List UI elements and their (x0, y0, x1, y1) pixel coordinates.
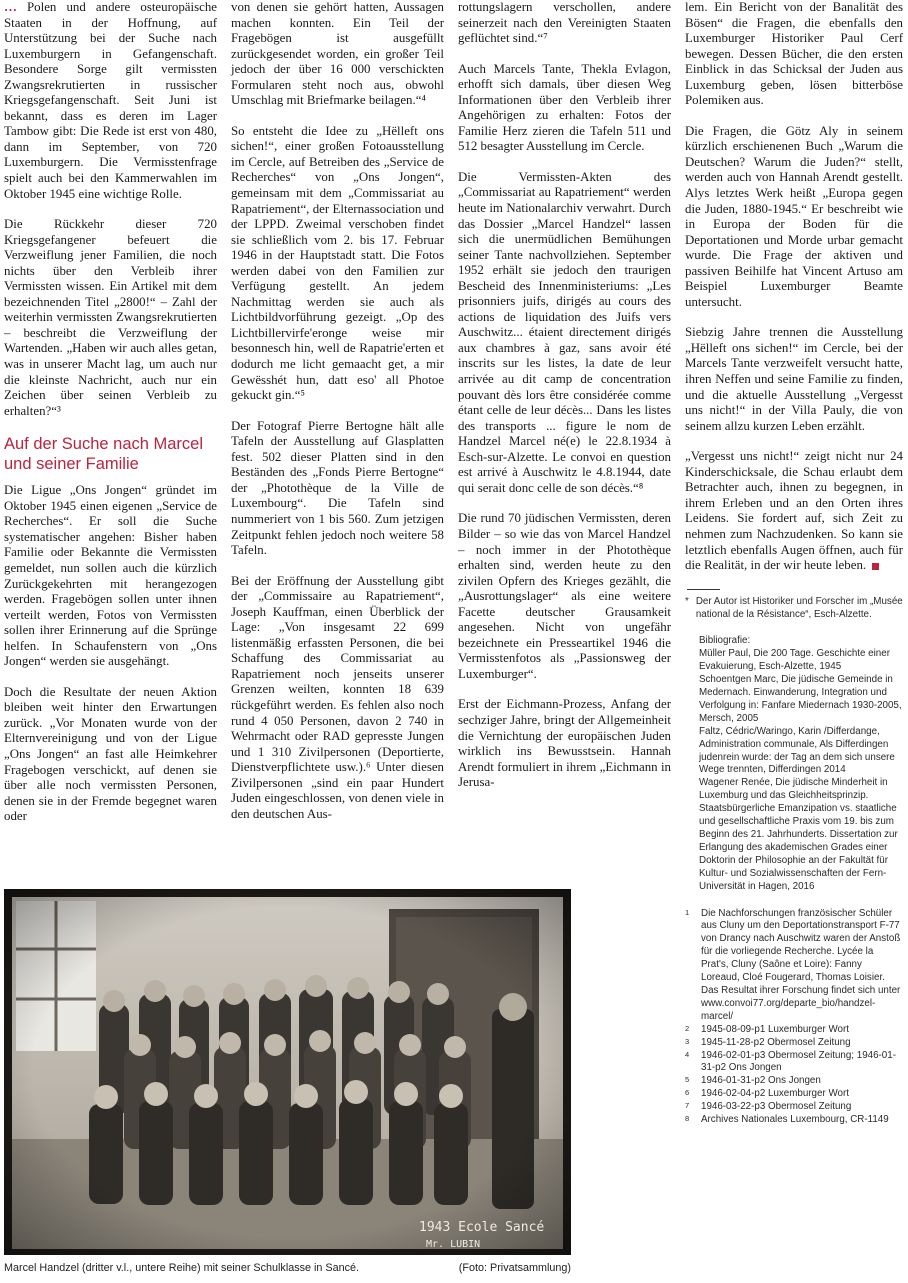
footnote (685, 1024, 903, 1037)
footnote-text: 1946-02-01-p3 Obermosel Zeitung; 1946-01-31-p2 Ons Jongen (701, 1049, 896, 1074)
paragraph: von denen sie gehört hatten, Aussagen machen konnten. Ein Teil der Fragebögen ist ausgefüllt zurückgesendet worden, ein großer Teil jedoch der über 16 000 verschickten Formularen steht noch aus, obwohl Umschlag mit Briefmarke beilagen.“⁴ (231, 0, 444, 108)
footnote-text: 1946-03-22-p3 Obermosel Zeitung (701, 1101, 852, 1113)
paragraph: Die Rückkehr dieser 720 Kriegsgefangener befeuert die Verzweiflung jener Familien, die noch nichts über den Verbleib ihrer Vermissten wissen. Ein Artikel mit dem bezeichnenden Titel „2800!“ – Zahl der weiterhin vermissten Zwangsrekrutierten – beschreibt die Verzweiflung der Wartenden. „Haben wir auch alles getan, was in unserer Macht lag, um auch nur die kleinste Nachricht, auch nur ein Zeichen über seinen Verbleib zu erhalten?“³ (4, 217, 217, 418)
paragraph: Die Ligue „Ons Jongen“ gründet im Oktober 1945 einen eigenen „Service de Recherches“. Er soll die Suche systematischer angehen: Bisher haben Familie oder Bekannte die Vermissten gemeldet, nun sollen auch die kürzlich Zurückgekehrten mit herangezogen werden. Fragebögen sollen unter ihnen verteilt werden, Fotos von Vermissten sollen ihrer Erinnerung auf die Sprünge helfen. In Schaufenstern von „Ons Jongen“ werden sie ausgehängt. (4, 483, 217, 669)
class-photo (4, 889, 571, 1255)
bibliography-entry: Müller Paul, Die 200 Tage. Geschichte einer Evakuierung, Esch-Alzette, 1945 (699, 648, 890, 673)
photo-caption (4, 1262, 571, 1274)
continuation-mark: … (4, 0, 17, 14)
class-photo-image (4, 889, 571, 1255)
paragraph: Doch die Resultate der neuen Aktion bleiben weit hinter den Erwartungen zurück. „Vor Monaten wurde von der Elternvereinigung und von der Ligue „Ons Jongen“ an fast alle Heimkehrer Fragebogen verschickt, auf denen sie über alle noch vermissten Personen, denen sie in der Fremde begegnet waren oder (4, 684, 217, 824)
paragraph: Die Vermissten-Akten des „Commissariat au Rapatriement“ werden heute im Nationalarchiv verwahrt. Durch das Dossier „Marcel Handzel“ lassen sich die unermüdlichen Bemühungen seiner Tante nachvollziehen. September 1952 erhält sie jedoch den traurigen Bescheid des Innenministeriums: „Les prisonniers juifs, dirigés au cours des actions de liquidation des Juifs vers Auschwitz... étaient directement dirigés aux chambres à gaz, sans avoir été inscrits sur les listes, la date de leur arrivée au dit camp de concentration pouvant dès lors être considérée comme étant celle de leur décès... Dans les listes des transports ... figure le nom de Handzel Marcel né(e) le 22.8.1934 à Esch-sur-Alzette. Le convoi en question est arrivé à Auschwitz le 4.8.1944, date qui serait donc celle de son décès.“⁸ (458, 169, 671, 495)
paragraph: Die rund 70 jüdischen Vermissten, deren Bilder – so wie das von Marcel Handzel – noch immer in der Photothèque erhalten sind, werden heute zu den zivilen Opfern des Krieges gezählt, die „Ausrottungslager“ als eine weitere Facette deutscher Grausamkeit angesehen. Nicht von ungefähr bezeichnete ein Presseartikel 1946 die Vermisstenfotos als „Passionsweg der Luxemburger“. (458, 511, 671, 681)
footnote-number: 8 (685, 1114, 690, 1124)
paragraph (685, 449, 903, 573)
footnote-number: 7 (685, 1101, 690, 1111)
bibliography (685, 635, 903, 893)
footnotes (685, 908, 903, 1127)
footnote (685, 908, 903, 1024)
paragraph: Der Fotograf Pierre Bertogne hält alle Tafeln der Ausstellung auf Glasplatten fest. 502 dieser Platten sind in den Beständen des „Fonds Pierre Bertogne“ der „Photothèque de la Ville de Luxembourg“. Die Tafeln sind nummeriert von 1 bis 560. Zum jetzigen Zeitpunkt fehlen jedoch noch weitere 58 Tafeln. (231, 418, 444, 558)
bibliography-entry: Schoentgen Marc, Die jüdische Gemeinde in Medernach. Einwanderung, Integration und Verfolgung in: Fanfare Miedernach 1930-2005, Mersch, 2005 (699, 674, 902, 724)
paragraph: lem. Ein Bericht von der Banalität des Bösen“ die Fragen, die ebenfalls den Luxemburger Historiker Paul Cerf bewegen. Dessen Bücher, die den ersten Einblick in das Schicksal der Juden aus Luxemburg geben, lösen bitterböse Polemiken aus. (685, 0, 903, 108)
paragraph-text: Polen und andere osteuropäische Staaten in der Hoffnung, auf Unterstützung bei der Suche nach Luxemburgern in Gefangenschaft. Besondere Sorge gilt vermissten Zwangsrekrutierten in russischer Kriegsgefangenschaft. Seit Juni ist bekannt, dass es deren im Lager Tambow gibt: Die Rede ist erst von 480, dann im September, von 720 Luxemburgern. Die Vermisstenfrage spielt auch bei den Kammerwahlen im Oktober 1945 eine wichtige Rolle. (4, 0, 217, 201)
footnote (685, 1088, 903, 1101)
section-heading: Auf der Suche nach Marcel und seiner Familie (4, 435, 204, 474)
paragraph (4, 0, 217, 202)
paragraph: rottungslagern verschollen, andere seinerzeit nach den Vereinigten Staaten geflüchtet sind.“⁷ (458, 0, 671, 46)
footnote (685, 1050, 903, 1076)
bibliography-entry: Wagener Renée, Die jüdische Minderheit in Luxemburg und das Gleichheitsprinzip. Staatsbürgerliche Emanzipation vs. staatliche und gesellschaftliche Praxis vom 19. bis zum Beginn des 21. Jahrhunderts. Dissertation zur Erlangung des akademischen Grades einer Doktorin der Philosophie an der Fakultät für Kultur- und Sozialwissenschaften der Fern-Universität in Hagen, 2016 (699, 777, 898, 892)
photo-credit: (Foto: Privatsammlung) (458, 1262, 571, 1274)
paragraph: Erst der Eichmann-Prozess, Anfang der sechziger Jahre, bringt der Allgemeinheit die Vernichtung der europäischen Juden wirklich ins Bewusstsein. Hannah Arendt formuliert in ihrem „Eichmann in Jerusa- (458, 697, 671, 790)
paragraph: Siebzig Jahre trennen die Ausstellung „Hëlleft ons sichen!“ im Cercle, bei der Marcels Tante verzweifelt versucht hatte, ihren Neffen und seine Familie zu finden, und die aktuelle Ausstellung „Vergesst uns nicht!“ in der Villa Pauly, die von seinem allzu kurzen Leben erzählt. (685, 325, 903, 433)
column-4 (685, 0, 903, 1127)
column-2 (231, 0, 444, 837)
paragraph: Bei der Eröffnung der Ausstellung gibt der „Commissaire au Rapatriement“, Joseph Kauffman, einen Überblick der Lage: „Von insgesamt 22 699 listenmäßig erfassten Personen, die bei Schaffung des Commissariat au Rapatriement noch jenseits unserer Grenzen weilten, konnten 18 639 rückgeführt werden. Es fehlen also noch rund 4 050 Personen, davon 2 740 in Wehrmacht oder RAD gepresste Jungen und 1 310 Zivilpersonen (Deportierte, Dienstverpflichtete usw.).⁶ Unter diesen Zivilpersonen „sind ein paar Hundert Juden eingeschlossen, von denen viele in den deutschen Aus- (231, 573, 444, 821)
paragraph: Die Fragen, die Götz Aly in seinem kürzlich erschienenen Buch „Warum die Deutschen? Warum die Juden?“ stellt, werden auch von Hannah Arendt gestellt. Alys letztes Werk heißt „Europa gegen die Juden, 1880-1945.“ Er beschreibt wie in Europa der Boden für die Deportationen und Morde urbar gemacht wurde. Die Frage der aktiven und passiven Beihilfe hat Vincent Artuso am Beispiel Luxemburger Beamte untersucht. (685, 123, 903, 309)
footnote-text: 1946-02-04-p2 Luxemburger Wort (701, 1088, 849, 1100)
footnote-text: 1945-08-09-p1 Luxemburger Wort (701, 1023, 849, 1035)
footnote-text: Die Nachforschungen französischer Schüler aus Cluny um den Deportationstransport F-77 von Drancy nach Auschwitz waren der Anstoß für die vorliegende Recherche. Lycée la Prat's, Cluny (Saône et Loire): Fanny Loreaud, Cloé Fougerard, Thomas Loisier. Das Resultat ihrer Forschung findet sich unter www.convoi77.org/departe_bio/handzel-marcel/ (701, 907, 901, 1022)
photo-inscription: 1943 Ecole Sancé (419, 1220, 545, 1235)
footnote-number: 3 (685, 1036, 690, 1046)
footnote-text: 1945-11-28-p2 Obermosel Zeitung (701, 1036, 851, 1048)
paragraph: So entsteht die Idee zu „Hëlleft ons sichen!“, einer großen Fotoausstellung im Cercle, auf Betreiben des „Service de Recherches“ von „Ons Jongen“, gemeinsam mit dem „Commissariat au Rapatriement“, der Elternassociation und der LPPD. Zweimal verschoben findet sie schließlich vom 2. bis 17. Februar 1946 in der Hauptstadt statt. Die Fotos werden dabei von den Familien zur Verfügung gestellt. An jedem Nachmittag werden sie auch als Lichtbildvorführung gezeigt. „Op des Lichtbillervirfe'eronge weise mir besonnesch hin, well de Rapatrie'erten et dodurch me licht gemaacht get, a mir Gewësshét hun, datt eso' all Photoe gekuckt gin.“⁵ (231, 123, 444, 403)
end-of-article-icon (872, 563, 879, 570)
photo-inscription: Mr. LUBIN (426, 1239, 481, 1250)
author-note (685, 596, 903, 622)
footnote-number: 1 (685, 907, 690, 917)
column-3 (458, 0, 671, 806)
author-note-marker: * (685, 595, 689, 607)
footnote-divider (687, 589, 720, 590)
footnote-number: 2 (685, 1023, 690, 1033)
footnote-text: 1946-01-31-p2 Ons Jongen (701, 1075, 821, 1087)
footnote (685, 1075, 903, 1088)
column-1 (4, 0, 217, 840)
footnote-text: Archives Nationales Luxembourg, CR-1149 (701, 1114, 889, 1126)
bibliography-entry: Faltz, Cédric/Waringo, Karin /Differdange, Administration communale, Als Differdingen judenrein wurde: der Tag an dem sich unsere Wege trennten, Differdingen 2014 (699, 725, 895, 776)
footnote-number: 5 (685, 1075, 690, 1085)
bibliography-title: Bibliografie: (699, 635, 751, 647)
footnote (685, 1101, 903, 1114)
paragraph-text: „Vergesst uns nicht!“ zeigt nicht nur 24 Kinderschicksale, die Schau erlaubt dem Betrachter auch, ihnen zu begegnen, in ihrem Erleben und an den Orten ihres Leidens. Sie fordert auf, sich Zeit zu nehmen zum Nachzudenken. So kann sie letztlich ebenfalls Augen öffnen, auch für die Realität, in der wir heute leben. (685, 449, 903, 573)
author-note-text: Der Autor ist Historiker und Forscher im „Musée national de la Résistance“, Esch-Alzette. (695, 595, 903, 620)
paragraph: Auch Marcels Tante, Thekla Evlagon, erhofft sich damals, über diesen Weg Informationen über den Verbleib ihrer Angehörigen zu erhalten: Fotos der Familie Herz zieren die Tafeln 511 und 512 besagter Ausstellung im Cercle. (458, 61, 671, 154)
footnote-number: 6 (685, 1088, 690, 1098)
footnote (685, 1037, 903, 1050)
footnote-number: 4 (685, 1049, 690, 1059)
footnote (685, 1114, 903, 1127)
caption-text: Marcel Handzel (dritter v.l., untere Reihe) mit seiner Schulklasse in Sancé. (4, 1262, 360, 1274)
